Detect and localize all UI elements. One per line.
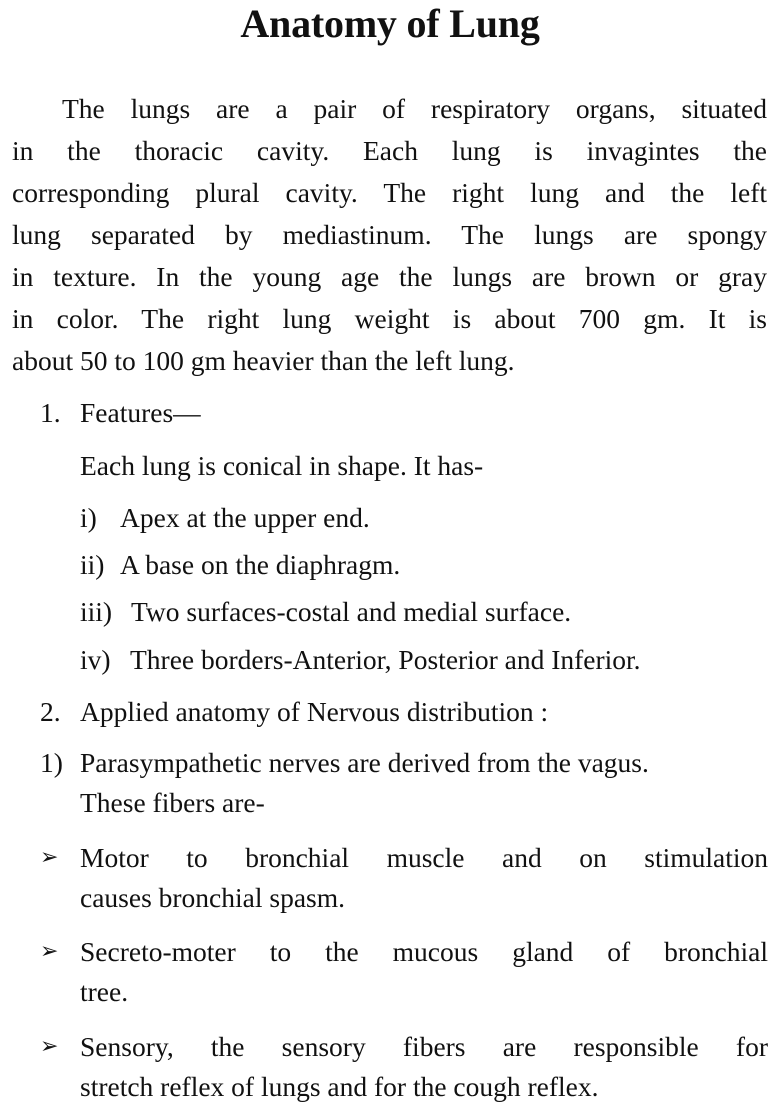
- list-item-text: Apex at the upper end.: [120, 502, 370, 533]
- list-item-text: A base on the diaphragm.: [120, 549, 401, 580]
- bullet-line: Secreto-moter to the mucous gland of bronchial: [80, 936, 768, 967]
- bullet-line: causes bronchial spasm.: [80, 882, 345, 913]
- arrow-bullet-icon: ➢: [40, 845, 59, 870]
- intro-line: in the thoracic cavity. Each lung is invagintes the: [12, 135, 767, 166]
- intro-line: corresponding plural cavity. The right lung and the left: [12, 177, 767, 208]
- section-heading: Features—: [80, 397, 201, 428]
- list-marker: iv): [80, 644, 111, 675]
- bullet-line: Motor to bronchial muscle and on stimulation: [80, 842, 768, 873]
- intro-line: The lungs are a pair of respiratory organs, situated: [62, 93, 767, 124]
- arrow-bullet-icon: ➢: [40, 939, 59, 964]
- bullet-line: tree.: [80, 976, 129, 1007]
- list-marker: iii): [80, 596, 113, 627]
- bullet-line: stretch reflex of lungs and for the cough reflex.: [80, 1071, 599, 1102]
- list-marker: i): [80, 502, 97, 533]
- list-number: 2.: [40, 696, 61, 727]
- list-marker: ii): [80, 549, 105, 580]
- list-item-text: Two surfaces-costal and medial surface.: [131, 596, 572, 627]
- arrow-bullet-icon: ➢: [40, 1034, 59, 1059]
- list-number: 1.: [40, 397, 61, 428]
- list-item-text: Three borders-Anterior, Posterior and Inferior.: [130, 644, 641, 675]
- intro-line: in color. The right lung weight is about 700 gm. It is: [12, 303, 767, 334]
- features-lead: Each lung is conical in shape. It has-: [80, 450, 484, 481]
- bullet-line: Sensory, the sensory fibers are responsible for: [80, 1031, 768, 1062]
- intro-paragraph: [12, 88, 767, 382]
- page-title: Anatomy of Lung: [240, 1, 540, 46]
- section-heading: Applied anatomy of Nervous distribution :: [80, 696, 549, 727]
- sub-item-line: These fibers are-: [80, 787, 265, 818]
- intro-line: lung separated by mediastinum. The lungs are spongy: [12, 219, 767, 250]
- intro-line: about 50 to 100 gm heavier than the left lung.: [12, 345, 515, 376]
- sub-item-line: Parasympathetic nerves are derived from the vagus.: [80, 747, 649, 778]
- intro-line: in texture. In the young age the lungs are brown or gray: [12, 261, 767, 292]
- list-marker: 1): [40, 747, 63, 778]
